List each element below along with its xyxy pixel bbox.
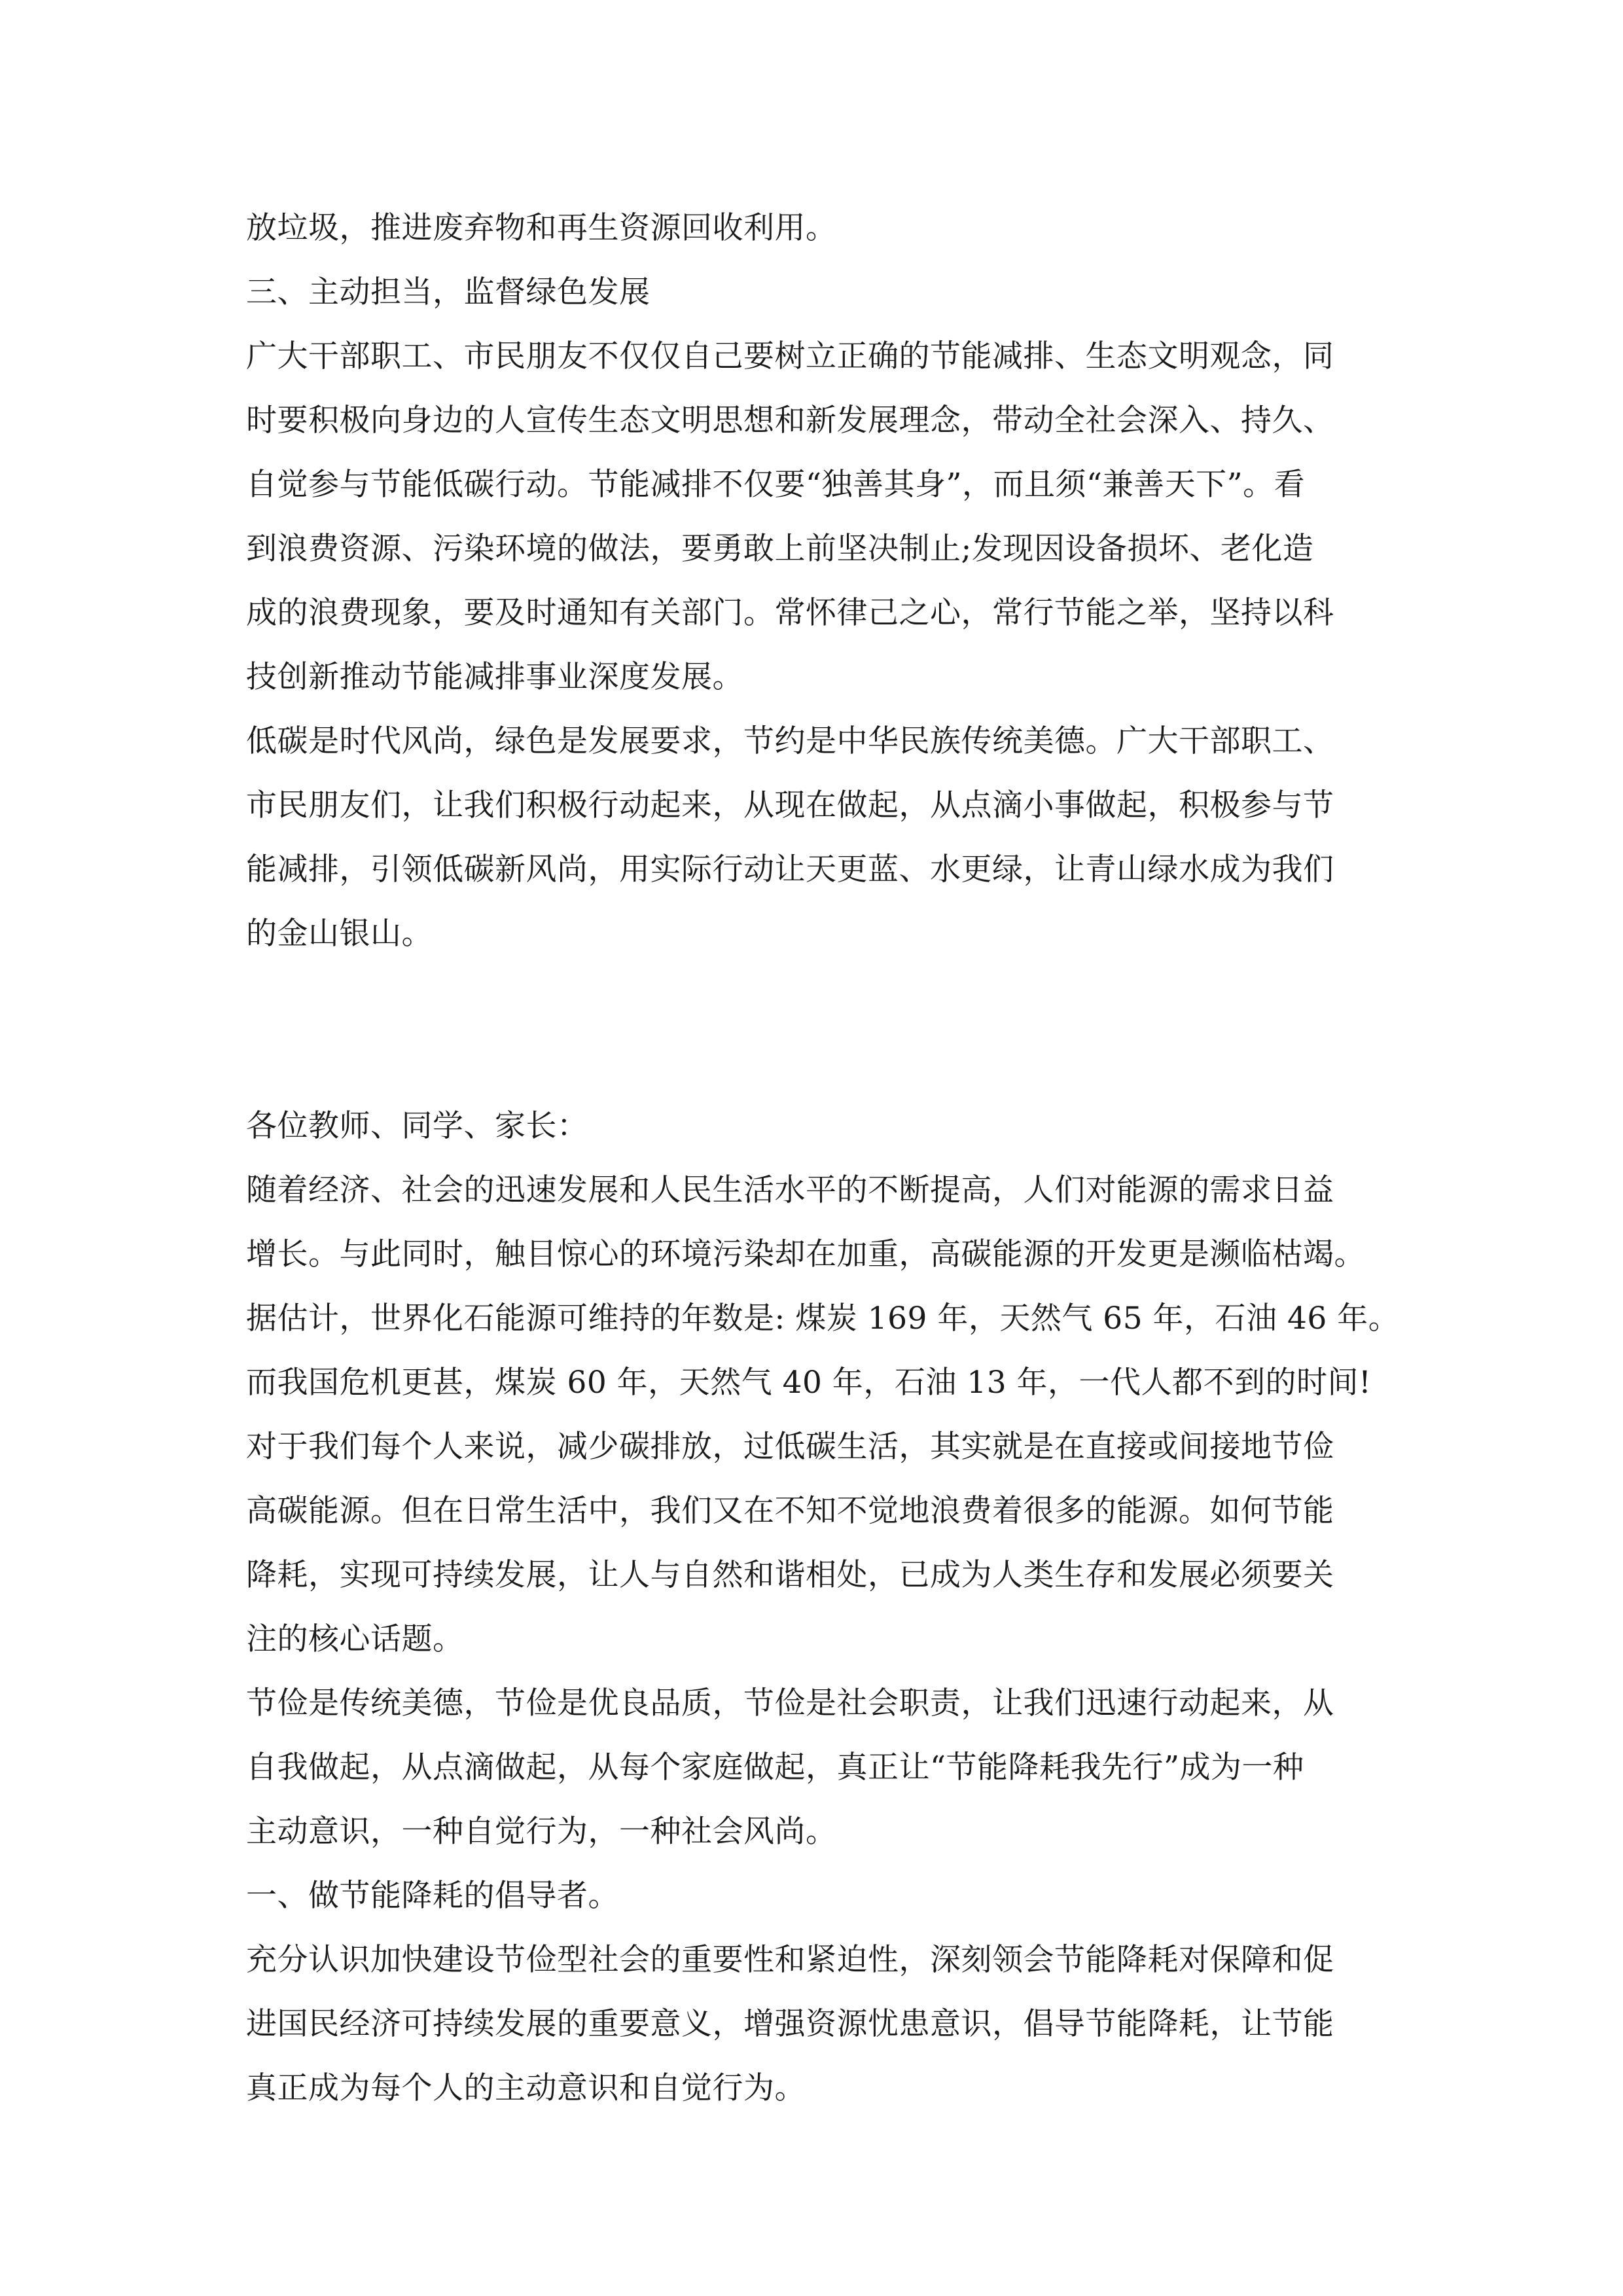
salutation: 各位教师、同学、家长： (246, 1108, 588, 1144)
document-body (246, 196, 1400, 2121)
text-line: 能减排，引领低碳新风尚，用实际行动让天更蓝、水更绿，让青山绿水成为我们 (246, 852, 1334, 888)
text-line: 注的核心话题。 (246, 1621, 464, 1657)
text-line: 低碳是时代风尚，绿色是发展要求，节约是中华民族传统美德。广大干部职工、 (246, 723, 1334, 759)
text-line: 自觉参与节能低碳行动。节能减排不仅要“独善其身”，而且须“兼善天下”。看 (246, 467, 1306, 503)
section-green-development (246, 196, 1385, 966)
section-heading: 三、主动担当，监督绿色发展 (246, 274, 651, 310)
text-line: 技创新推动节能减排事业深度发展。 (246, 659, 743, 695)
text-line: 市民朋友们，让我们积极行动起来，从现在做起，从点滴小事做起，积极参与节 (246, 787, 1334, 823)
text-line: 而我国危机更甚，煤炭 60 年，天然气 40 年，石油 13 年，一代人都不到的时间! (246, 1365, 1372, 1401)
section-energy-saving-proposal (246, 1094, 1400, 2121)
text-line: 随着经济、社会的迅速发展和人民生活水平的不断提高，人们对能源的需求日益 (246, 1172, 1334, 1208)
text-line: 主动意识，一种自觉行为，一种社会风尚。 (246, 1814, 837, 1850)
text-line: 降耗，实现可持续发展，让人与自然和谐相处，已成为人类生存和发展必须要关 (246, 1557, 1334, 1593)
text-line: 充分认识加快建设节俭型社会的重要性和紧迫性，深刻领会节能降耗对保障和促 (246, 1942, 1334, 1978)
section-gap (246, 966, 1385, 1094)
text-line: 成的浪费现象，要及时通知有关部门。常怀律己之心，常行节能之举，坚持以科 (246, 595, 1334, 631)
text-line: 广大干部职工、市民朋友不仅仅自己要树立正确的节能减排、生态文明观念，同 (246, 338, 1334, 374)
section-heading: 一、做节能降耗的倡导者。 (246, 1878, 619, 1914)
text-line: 到浪费资源、污染环境的做法，要勇敢上前坚决制止;发现因设备损坏、老化造 (246, 531, 1314, 567)
text-line: 的金山银山。 (246, 916, 433, 952)
text-line: 自我做起，从点滴做起，从每个家庭做起，真正让“节能降耗我先行”成为一种 (246, 1749, 1304, 1785)
text-line: 真正成为每个人的主动意识和自觉行为。 (246, 2070, 806, 2106)
text-line: 节俭是传统美德，节俭是优良品质，节俭是社会职责，让我们迅速行动起来，从 (246, 1685, 1334, 1721)
text-line: 进国民经济可持续发展的重要意义，增强资源忧患意识，倡导节能降耗，让节能 (246, 2006, 1334, 2042)
text-line: 放垃圾，推进废弃物和再生资源回收利用。 (246, 210, 837, 246)
text-line: 对于我们每个人来说，减少碳排放，过低碳生活，其实就是在直接或间接地节俭 (246, 1429, 1334, 1465)
text-line: 据估计，世界化石能源可维持的年数是: 煤炭 169 年，天然气 65 年，石油 46 年。 (246, 1300, 1400, 1336)
text-line: 时要积极向身边的人宣传生态文明思想和新发展理念，带动全社会深入、持久、 (246, 403, 1334, 439)
text-line: 高碳能源。但在日常生活中，我们又在不知不觉地浪费着很多的能源。如何节能 (246, 1493, 1334, 1529)
text-line: 增长。与此同时，触目惊心的环境污染却在加重，高碳能源的开发更是濒临枯竭。 (246, 1236, 1365, 1272)
